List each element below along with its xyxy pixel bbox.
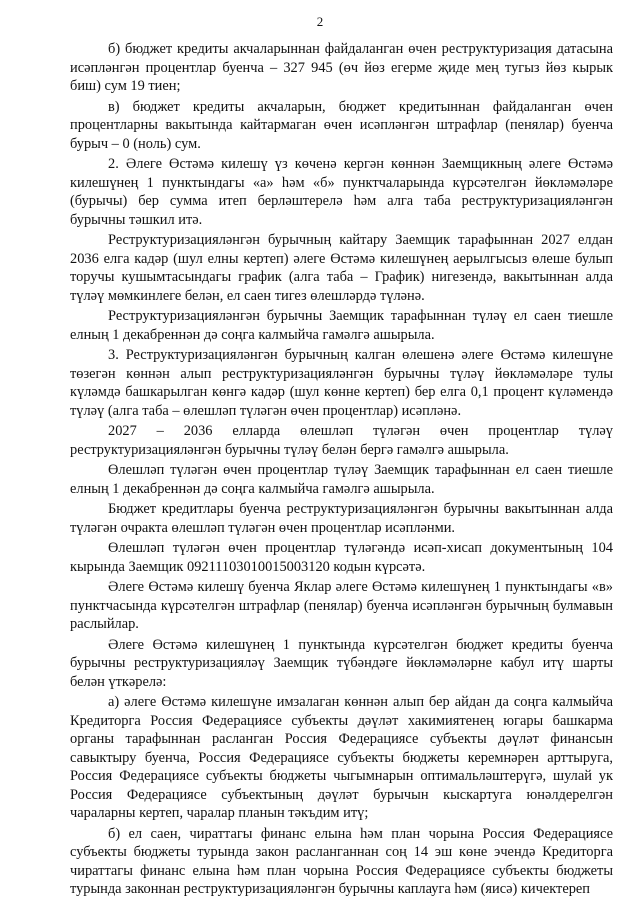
paragraph: Реструктуризацияләнгән бурычны Заемщик тарафыннан түләү ел саен тиешле елның 1 декабреннән дә соңга калмыйча гамәлгә ашырыла. (70, 308, 613, 343)
paragraph: Өлешләп түләгән өчен процентлар түләгәндә исәп-хисап документының 104 кырында Заемщик 09211103010015003120 кодын күрсәтә. (70, 540, 613, 575)
paragraph: 2. Әлеге Өстәмә килешү үз көченә кергән көннән Заемщикның әлеге Өстәмә килешүнең 1 пунктындагы «а» һәм «б» пунктчаларында күрсәтелгән йөкләмәләре (бурычы) бер сумма итеп берләштерелә һәм алга таба реструктуризацияләнгән бурычны тәшкил итә. (70, 156, 613, 228)
document-body (70, 40, 613, 901)
paragraph: 2027 – 2036 елларда өлешләп түләгән өчен процентлар түләү реструктуризацияләнгән бурычны түләү белән бергә гамәлгә ашырыла. (70, 423, 613, 458)
paragraph: б) ел саен, чираттагы финанс елына һәм план чорына Россия Федерациясе субъекты бюджеты турында закон расланганнан соң 14 эш көне эчендә Кредиторга чираттагы финанс елына һәм план чорына Россия Федерациясе субъекты бюджеты турында законнан реструктуризацияләнгән бурычны каплауга һәм (яисә) кичектереп (70, 825, 613, 897)
paragraph: в) бюджет кредиты акчаларын, бюджет кредитыннан файдаланган өчен процентларны вакытында кайтармаган өчен исәпләнгән штрафлар (пенялар) буенча бурыч – 0 (ноль) сум. (70, 98, 613, 152)
paragraph: Әлеге Өстәмә килешү буенча Яклар әлеге Өстәмә килешүнең 1 пунктындагы «в» пунктчасында күрсәтелгән штрафлар (пенялар) буенча исәпләнгән бурычның булмавын раслыйлар. (70, 579, 613, 632)
paragraph: Әлеге Өстәмә килешүнең 1 пунктында күрсәтелгән бюджет кредиты буенча бурычны реструктуризацияләү Заемщик түбәндәге йөкләмәләрне кабул итү шарты белән үткәрелә: (70, 636, 613, 690)
paragraph: 3. Реструктуризацияләнгән бурычның калган өлешенә әлеге Өстәмә килешүне төзегән көннән алып реструктуризацияләнгән бурычны түләү йөкләмәләре тулы күләмдә башкарылган көнгә кадәр (шул көнне кертеп) бер елга 0,1 процент күләмендә түләү (алга таба – өлешләп түләгән өчен процентлар) исәпләнә. (70, 347, 613, 419)
paragraph: Өлешләп түләгән өчен процентлар түләү Заемщик тарафыннан ел саен тиешле елның 1 декабреннән дә соңга калмыйча гамәлгә ашырыла. (70, 462, 613, 497)
paragraph: б) бюджет кредиты акчаларыннан файдаланган өчен реструктуризация датасына исәпләнгән процентлар буенча – 327 945 (өч йөз егерме җиде мең тугыз йөз кырык биш) сум 19 тиен; (70, 41, 613, 94)
paragraph: Бюджет кредитлары буенча реструктуризацияләнгән бурычны вакытыннан алда түләгән очракта өлешләп түләгән өчен процентлар исәпләнми. (70, 501, 613, 536)
paragraph: а) әлеге Өстәмә килешүне имзалаган көннән алып бер айдан да соңга калмыйча Кредиторга Россия Федерациясе субъекты дәүләт хакимиятенең югары башкарма органы тарафыннан расланган Россия Федерациясе субъекты дәүләт финансын савыктыру буенча, Россия Федерациясе субъекты бюджеты керемнәрен арттыруга, Россия Федерациясе субъекты бюджеты чыгымнарын оптимальләштерүгә, шулай ук Россия Федерациясе субъектының дәүләт бурычын кыскартуга юнәлдерелгән чараларны кертеп, чаралар планын тәкъдим итү; (70, 694, 613, 821)
page-number: 2 (316, 14, 324, 29)
paragraph: Реструктуризацияләнгән бурычның кайтару Заемщик тарафыннан 2027 елдан 2036 елга кадәр (шул елны кертеп) әлеге Өстәмә килешүнең аерылгысыз өлеше булып торучы кушымтасындагы график (алга таба – График) нигезендә, вакытыннан алда түләү мөмкинлеге белән, ел саен тигез өлешләрдә түләнә. (70, 232, 613, 304)
